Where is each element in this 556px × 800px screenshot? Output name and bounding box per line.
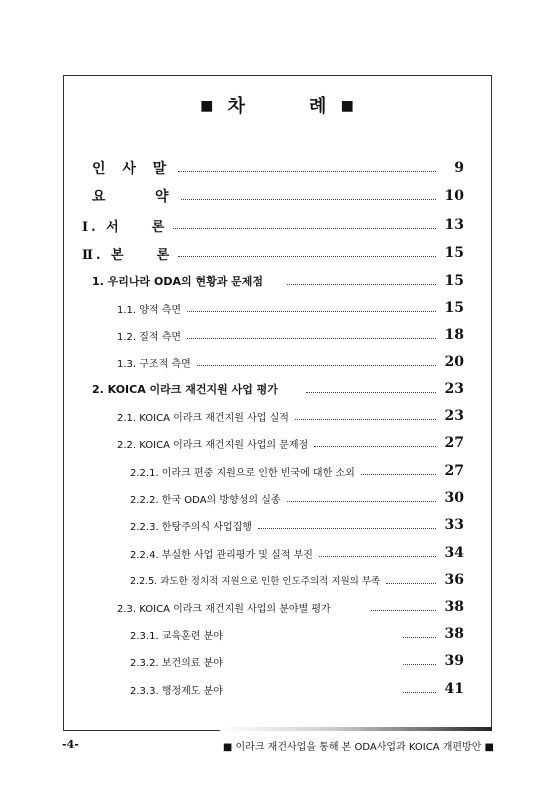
toc-entry[interactable] [117,433,464,453]
toc-entry-page: 15 [444,300,464,316]
toc-leader [361,474,436,475]
toc-entry[interactable] [92,186,464,206]
toc-leader [258,528,436,529]
footer-gradient-bar [220,727,492,731]
toc-entry-page: 39 [444,653,464,669]
toc-entry[interactable] [82,215,464,235]
toc-entry-label: 인 사 말 [92,161,173,177]
toc-entry[interactable] [130,515,464,535]
toc-entry-page: 34 [444,545,464,561]
toc-entry-label: 1.2. 질적 측면 [117,331,182,343]
toc-entry[interactable] [130,461,464,481]
toc-leader [181,199,436,200]
toc-entry-page: 18 [444,327,464,343]
toc-leader [319,556,436,557]
toc-entry-page: 33 [444,517,464,533]
toc-leader [287,284,436,285]
toc-leader [403,692,436,693]
toc-entry-page: 38 [444,626,464,642]
toc-entry[interactable] [92,271,464,291]
toc-entry-page: 30 [444,490,464,506]
toc-entry-label: 2.3. KOICA 이라크 재건지원 사업의 분야별 평가 [117,603,331,615]
toc-entry-label: 1.3. 구조적 측면 [117,358,191,370]
toc-leader [287,501,436,502]
toc-entry-page: 20 [444,354,464,370]
toc-entry-page: 36 [444,572,464,588]
toc-entry[interactable] [92,379,464,399]
toc-entry-page: 13 [444,217,464,233]
toc-leader [295,419,436,420]
toc-entry[interactable] [130,488,464,508]
toc-entry[interactable] [117,597,464,617]
toc-entry-page: 9 [454,160,464,176]
title-square-right: ■ [340,98,355,114]
page-number: -4- [62,738,79,751]
running-title: ■ 이라크 재건사업을 통해 본 ODA사업과 KOICA 개편방안 ■ [222,742,494,753]
toc-entry-page: 23 [444,381,464,397]
toc-entry-label: 2.3.1. 교육훈련 분야 [130,630,223,642]
toc-entry-label: 2.3.2. 보건의료 분야 [130,657,223,669]
toc-entry-label: 2.2.3. 한탕주의식 사업집행 [130,521,252,533]
toc-leader [178,256,436,257]
title-char-1: 차 [227,96,247,117]
toc-entry-page: 10 [444,188,464,204]
toc-entry[interactable] [117,298,464,318]
toc-entry-label: 1. 우리나라 ODA의 현황과 문제점 [92,275,264,288]
toc-entry-label: 2.2.4. 부실한 사업 관리평가 및 실적 부진 [130,549,313,561]
toc-entry-label: 2.2. KOICA 이라크 재건지원 사업의 문제점 [117,439,309,451]
toc-entry-page: 27 [444,463,464,479]
toc-leader [386,583,436,584]
toc-entry[interactable] [117,406,464,426]
toc-entry-page: 15 [444,273,464,289]
title-char-2: 례 [308,96,328,117]
toc-leader [403,637,436,638]
toc-entry-label: 1.1. 양적 측면 [117,304,182,316]
toc-entry-label: Ⅰ. 서 론 [82,219,168,235]
toc-leader [403,664,436,665]
toc-leader [314,446,436,447]
toc-entry-label: 2.2.2. 한국 ODA의 방향성의 실종 [130,494,281,506]
toc-entry-label: 2. KOICA 이라크 재건지원 사업 평가 [92,383,278,396]
toc-entry-page: 27 [444,435,464,451]
toc-entry[interactable] [92,158,464,178]
toc-entry-label: 2.2.1. 이라크 편중 지원으로 인한 빈국에 대한 소외 [130,467,355,479]
toc-leader [197,365,436,366]
toc-entry-label: 2.2.5. 과도한 정치적 지원으로 인한 인도주의적 지원의 부족 [130,576,381,587]
toc-entry[interactable] [130,679,464,699]
toc-entry-label: 2.3.3. 행정제도 분야 [130,685,223,697]
toc-leader [187,338,436,339]
toc-entry-page: 38 [444,599,464,615]
toc-entry[interactable] [130,624,464,644]
toc-entry[interactable] [82,243,464,263]
toc-leader [173,228,436,229]
toc-leader [371,610,436,611]
toc-entry-page: 15 [444,245,464,261]
toc-leader [178,171,436,172]
toc-entry[interactable] [130,570,464,590]
toc-entry-page: 23 [444,408,464,424]
toc-entry-label: 2.1. KOICA 이라크 재건지원 사업 실적 [117,412,289,424]
toc-entry[interactable] [130,543,464,563]
toc-entry[interactable] [117,325,464,345]
toc-entry-label: 요 약 [92,189,175,205]
toc-entry[interactable] [117,352,464,372]
toc-entry[interactable] [130,651,464,671]
title-square-left: ■ [200,98,215,114]
toc-entry-label: Ⅱ. 본 론 [82,247,173,263]
toc-entry-page: 41 [444,681,464,697]
toc-leader [187,311,436,312]
toc-leader [306,392,436,393]
